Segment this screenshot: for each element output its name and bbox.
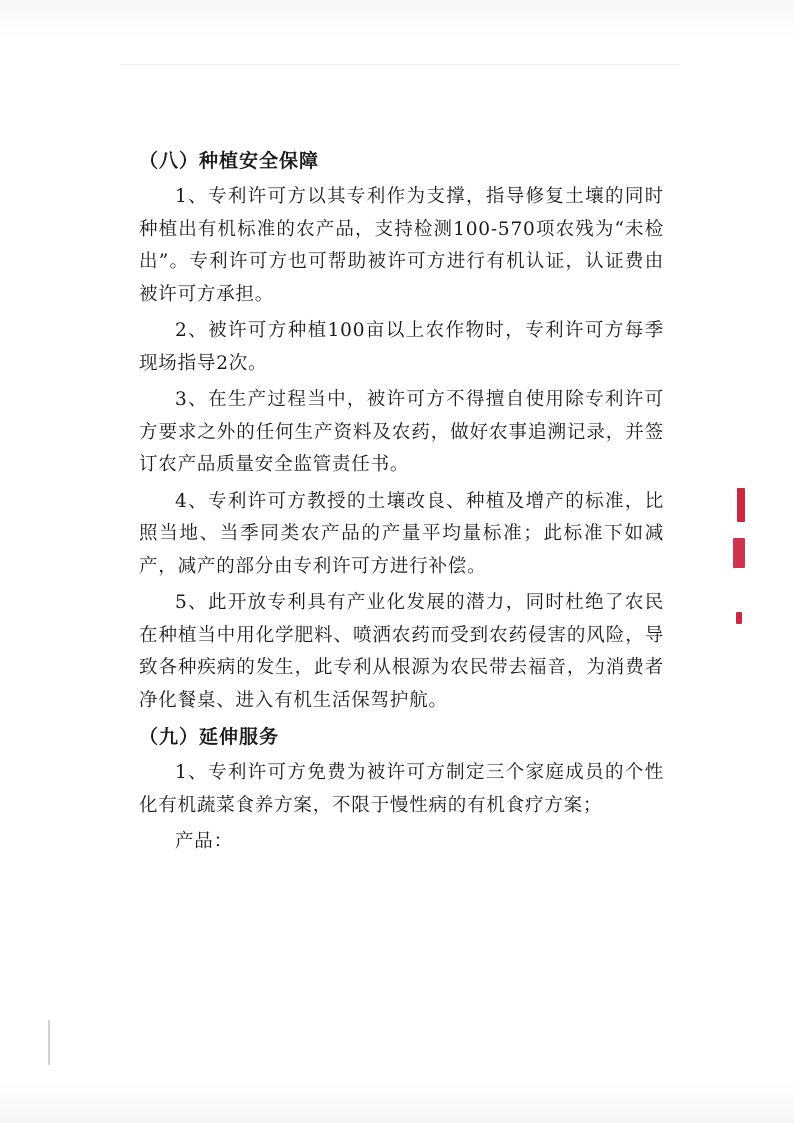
section-heading-planting-safety: （八）种植安全保障 [139, 150, 320, 172]
paragraph-item: 4、专利许可方教授的土壤改良、种植及增产的标准，比照当地、当季同类农产品的产量平均量标准；此标准下如减产，减产的部分由专利许可方进行补偿。 [139, 490, 664, 577]
seal-stamp-fragment [737, 488, 745, 522]
scan-artifact-edge [48, 1020, 50, 1065]
paragraph-item: 1、专利许可方以其专利作为支撑，指导修复土壤的同时种植出有机标准的农产品，支持检测100-570项农残为“未检出”。专利许可方也可帮助被许可方进行有机认证，认证费由被许可方承担。 [139, 186, 664, 305]
paragraph-item: 5、此开放专利具有产业化发展的潜力，同时杜绝了农民在种植当中用化学肥料、喷洒农药而受到农药侵害的风险，导致各种疾病的发生，此专利从根源为农民带去福音，为消费者净化餐桌、进入有机生活保驾护航。 [139, 592, 664, 711]
section-heading-extended-service: （九）延伸服务 [139, 726, 280, 748]
seal-stamp-fragment [736, 612, 742, 624]
paragraph-item: 1、专利许可方免费为被许可方制定三个家庭成员的个性化有机蔬菜食养方案，不限于慢性病的有机食疗方案； [139, 762, 664, 816]
paragraph-item: 2、被许可方种植100亩以上农作物时，专利许可方每季现场指导2次。 [139, 320, 664, 374]
seal-stamp-fragment [733, 538, 745, 568]
scan-artifact-line [120, 64, 680, 65]
products-label: 产品： [175, 831, 233, 852]
document-body [139, 145, 664, 863]
paragraph-item: 3、在生产过程当中，被许可方不得擅自使用除专利许可方要求之外的任何生产资料及农药，做好农事追溯记录，并签订农产品质量安全监管责任书。 [139, 389, 664, 475]
